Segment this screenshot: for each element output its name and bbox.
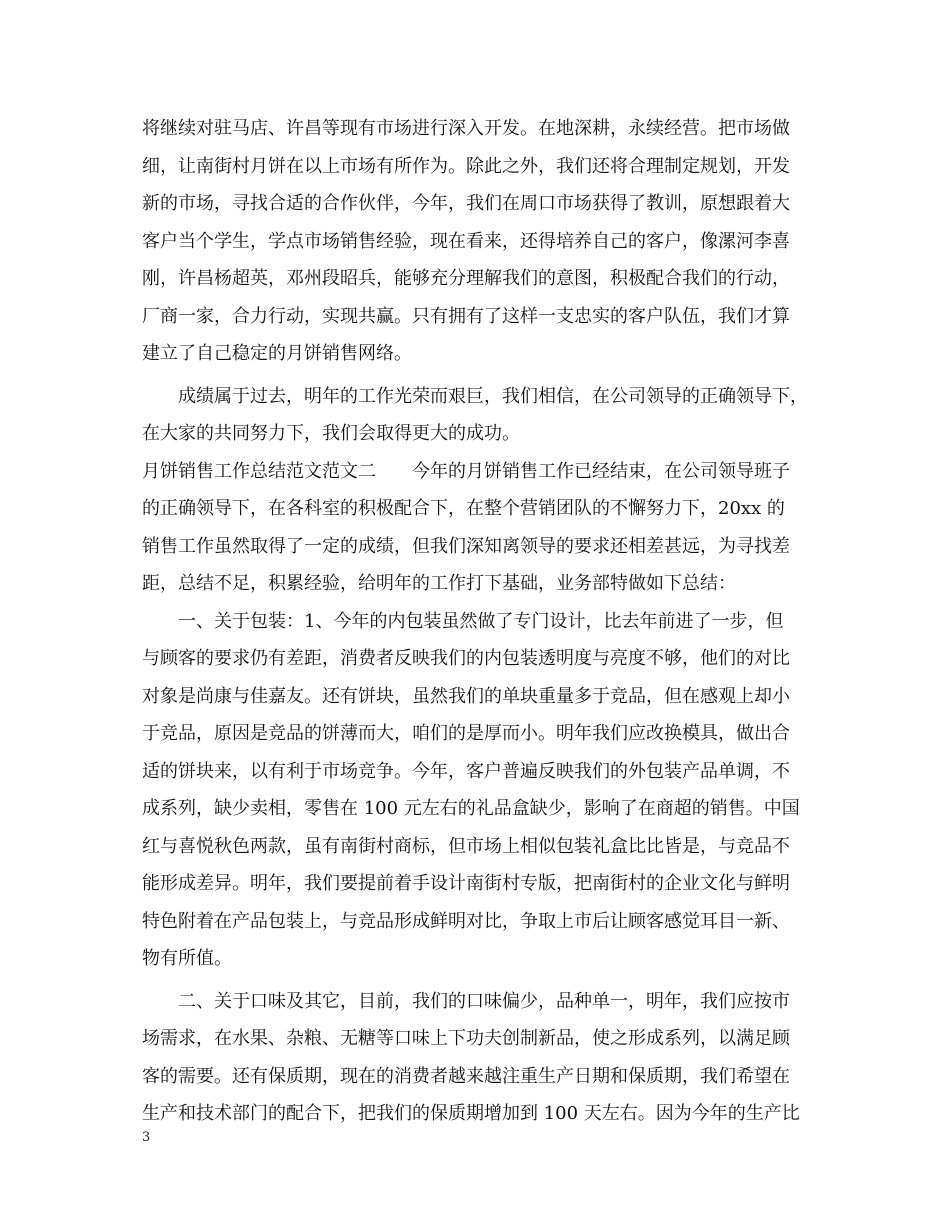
section-heading-line: 月饼销售工作总结范文范文二 今年的月饼销售工作已经结束，在公司领导班子 [142,460,790,482]
text-line: 建立了自己稳定的月饼销售网络。 [142,343,412,364]
paragraph-first-line: 二、关于口味及其它，目前，我们的口味偏少，品种单一，明年，我们应按市 [178,990,790,1012]
text-line: 物有所值。 [142,948,232,969]
text-line: 成系列，缺少卖相，零售在 100 元左右的礼品盒缺少，影响了在商超的销售。中国 [142,798,800,819]
text-line: 对象是尚康与佳嘉友。还有饼块，虽然我们的单块重量多于竞品，但在感观上却小 [142,685,790,707]
paragraph-first-line: 成绩属于过去，明年的工作光荣而艰巨，我们相信，在公司领导的正确领导下， [178,385,808,407]
text-line: 细，让南街村月饼在以上市场有所作为。除此之外，我们还将合理制定规划，开发 [142,155,790,177]
text-line: 与顾客的要求仍有差距，消费者反映我们的内包装透明度与亮度不够，他们的对比 [142,648,790,669]
text-line: 生产和技术部门的配合下，把我们的保质期增加到 100 天左右。因为今年的生产比 [142,1103,800,1124]
page-number: 3 [142,1130,151,1145]
text-line: 于竞品，原因是竞品的饼薄而大，咱们的是厚而小。明年我们应改换模具，做出合 [142,723,790,744]
text-line: 距，总结不足，积累经验，给明年的工作打下基础，业务部特做如下总结： [142,573,736,594]
text-line: 新的市场，寻找合适的合作伙伴，今年，我们在周口市场获得了教训，原想跟着大 [142,193,790,214]
text-line: 将继续对驻马店、许昌等现有市场进行深入开发。在地深耕，永续经营。把市场做 [142,118,790,139]
text-line: 红与喜悦秋色两款，虽有南街村商标，但市场上相似包装礼盒比比皆是，与竞品不 [142,835,790,857]
text-line: 适的饼块来，以有利于市场竞争。今年，客户普遍反映我们的外包装产品单调，不 [142,760,790,782]
text-line: 厂商一家，合力行动，实现共赢。只有拥有了这样一支忠实的客户队伍，我们才算 [142,305,790,327]
text-line: 能形成差异。明年，我们要提前着手设计南街村专版，把南街村的企业文化与鲜明 [142,873,790,894]
text-line: 的正确领导下，在各科室的积极配合下，在整个营销团队的不懈努力下，20xx 的 [142,498,785,519]
text-line: 客的需要。还有保质期，现在的消费者越来越注重生产日期和保质期，我们希望在 [142,1065,790,1087]
text-line: 特色附着在产品包装上，与竞品形成鲜明对比，争取上市后让顾客感觉耳目一新、 [142,910,790,932]
document-body [142,110,832,1133]
text-line: 刚，许昌杨超英，邓州段昭兵，能够充分理解我们的意图，积极配合我们的行动， [142,268,790,289]
text-line: 客户当个学生，学点市场销售经验，现在看来，还得培养自己的客户，像漯河李喜 [142,230,790,252]
text-line: 在大家的共同努力下，我们会取得更大的成功。 [142,423,520,444]
text-line: 销售工作虽然取得了一定的成绩，但我们深知离领导的要求还相差甚远，为寻找差 [142,535,790,557]
paragraph-first-line: 一、关于包装：1、今年的内包装虽然做了专门设计，比去年前进了一步，但 [178,610,784,632]
text-line: 场需求，在水果、杂粮、无糖等口味上下功夫创制新品，使之形成系列，以满足顾 [142,1028,790,1049]
